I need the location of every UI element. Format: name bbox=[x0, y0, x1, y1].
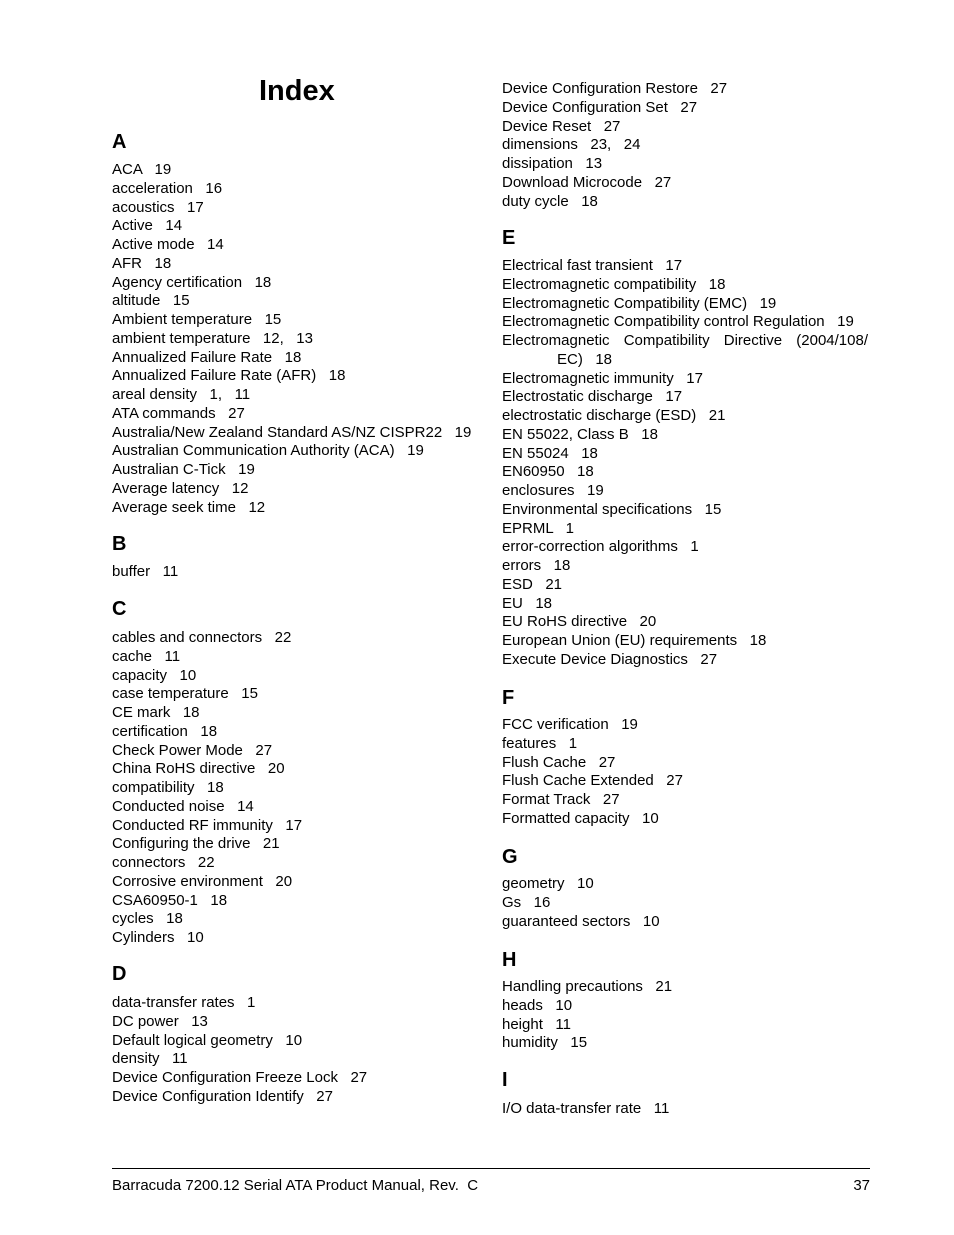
footer-manual-title: Barracuda 7200.12 Serial ATA Product Manual, Rev. C bbox=[112, 1177, 479, 1194]
index-entry: duty cycle 18 bbox=[502, 192, 598, 210]
index-entry: Electromagnetic immunity 17 bbox=[502, 369, 703, 387]
index-entry: Electrical fast transient 17 bbox=[502, 257, 683, 274]
index-entry: error-correction algorithms 1 bbox=[502, 538, 699, 556]
index-entry: Annualized Failure Rate (AFR) 18 bbox=[112, 367, 346, 385]
index-entry: Device Configuration Identify 27 bbox=[112, 1087, 333, 1105]
index-entry: AFR 18 bbox=[112, 254, 172, 272]
index-entry: EPRML 1 bbox=[502, 519, 574, 537]
index-entry: Device Configuration Freeze Lock 27 bbox=[112, 1069, 368, 1086]
index-entry: density 11 bbox=[112, 1050, 188, 1068]
index-entry: Ambient temperature 15 bbox=[112, 311, 282, 328]
index-entry: Annualized Failure Rate 18 bbox=[112, 348, 302, 366]
index-entry: Electrostatic discharge 17 bbox=[502, 388, 683, 406]
index-entry: EN 55022, Class B 18 bbox=[502, 425, 658, 443]
index-entry: CE mark 18 bbox=[112, 704, 200, 721]
section-letter-a: A bbox=[112, 131, 127, 153]
index-entry: EC) 18 bbox=[557, 350, 613, 368]
index-entry: Device Reset 27 bbox=[502, 117, 621, 135]
index-entry: connectors 22 bbox=[112, 854, 215, 871]
index-entry: buffer 11 bbox=[112, 563, 179, 580]
section-letter-d: D bbox=[112, 963, 127, 985]
index-entry: features 1 bbox=[502, 734, 578, 752]
index-entry: guaranteed sectors 10 bbox=[502, 912, 660, 930]
footer-rule bbox=[112, 1168, 870, 1169]
index-entry: Australia/New Zealand Standard AS/NZ CISPR22 19 bbox=[112, 423, 472, 441]
section-letter-e: E bbox=[502, 227, 516, 249]
index-entry: data-transfer rates 1 bbox=[112, 994, 256, 1011]
index-entry: Formatted capacity 10 bbox=[502, 809, 659, 827]
index-entry: I/O data-transfer rate 11 bbox=[502, 1100, 670, 1117]
index-entry: geometry 10 bbox=[502, 875, 594, 892]
index-entry: Active mode 14 bbox=[112, 236, 224, 253]
index-entry: Average latency 12 bbox=[112, 479, 249, 497]
index-entry: Conducted RF immunity 17 bbox=[112, 816, 303, 834]
index-entry: errors 18 bbox=[502, 557, 571, 574]
index-entry: humidity 15 bbox=[502, 1034, 588, 1052]
index-entry: Conducted noise 14 bbox=[112, 797, 254, 815]
index-entry: cycles 18 bbox=[112, 910, 183, 928]
index-entry: Handling precautions 21 bbox=[502, 978, 673, 995]
index-entry: Electromagnetic Compatibility control Regulation 19 bbox=[502, 313, 854, 331]
index-entry: height 11 bbox=[502, 1015, 571, 1033]
index-entry: heads 10 bbox=[502, 996, 573, 1014]
section-letter-b: B bbox=[112, 533, 127, 555]
section-letter-c: C bbox=[112, 598, 127, 620]
footer-page-number: 37 bbox=[853, 1177, 870, 1194]
index-entry: compatibility 18 bbox=[112, 779, 224, 796]
index-entry: EN60950 18 bbox=[502, 463, 594, 481]
page-title: Index bbox=[259, 75, 335, 107]
index-entry: China RoHS directive 20 bbox=[112, 760, 285, 778]
index-entry: altitude 15 bbox=[112, 292, 190, 310]
index-entry: dimensions 23, 24 bbox=[502, 136, 641, 154]
index-entry: case temperature 15 bbox=[112, 685, 258, 703]
index-entry: Electromagnetic compatibility 18 bbox=[502, 275, 726, 293]
section-letter-f: F bbox=[502, 687, 515, 709]
index-entry: ESD 21 bbox=[502, 575, 563, 593]
index-entry: Australian Communication Authority (ACA) 19 bbox=[112, 442, 424, 460]
index-entry: cache 11 bbox=[112, 647, 181, 665]
index-entry: Device Configuration Restore 27 bbox=[502, 80, 728, 97]
index-entry: Electromagnetic Compatibility (EMC) 19 bbox=[502, 294, 777, 312]
index-entry: EU RoHS directive 20 bbox=[502, 613, 657, 631]
index-entry: Device Configuration Set 27 bbox=[502, 98, 698, 116]
index-entry: CSA60950-1 18 bbox=[112, 891, 228, 909]
index-entry: Corrosive environment 20 bbox=[112, 872, 293, 890]
index-entry: acceleration 16 bbox=[112, 179, 223, 197]
index-entry: Flush Cache 27 bbox=[502, 753, 616, 771]
index-entry: Configuring the drive 21 bbox=[112, 835, 280, 853]
index-entry: Environmental specifications 15 bbox=[502, 500, 722, 518]
section-letter-i: I bbox=[502, 1069, 508, 1091]
section-letter-h: H bbox=[502, 949, 517, 971]
index-entry: Cylinders 10 bbox=[112, 929, 204, 946]
index-entry: Agency certification 18 bbox=[112, 273, 272, 291]
index-entry: Download Microcode 27 bbox=[502, 173, 672, 191]
index-entry: Electromagnetic Compatibility Directive (2004/108/ bbox=[502, 332, 868, 349]
index-entry: Active 14 bbox=[112, 217, 183, 235]
index-entry: Format Track 27 bbox=[502, 791, 620, 808]
index-entry: ACA 19 bbox=[112, 161, 172, 178]
index-entry: Australian C-Tick 19 bbox=[112, 461, 255, 478]
section-letter-g: G bbox=[502, 846, 518, 868]
index-entry: dissipation 13 bbox=[502, 155, 603, 172]
index-entry: Check Power Mode 27 bbox=[112, 741, 273, 759]
index-entry: Default logical geometry 10 bbox=[112, 1031, 303, 1049]
index-entry: European Union (EU) requirements 18 bbox=[502, 632, 767, 649]
index-entry: EN 55024 18 bbox=[502, 444, 598, 462]
index-entry: Execute Device Diagnostics 27 bbox=[502, 650, 718, 668]
index-entry: Gs 16 bbox=[502, 893, 551, 911]
index-entry: DC power 13 bbox=[112, 1012, 208, 1030]
index-entry: acoustics 17 bbox=[112, 198, 204, 216]
index-entry: electrostatic discharge (ESD) 21 bbox=[502, 407, 726, 424]
index-entry: Flush Cache Extended 27 bbox=[502, 772, 683, 790]
index-entry: enclosures 19 bbox=[502, 482, 604, 499]
index-entry: capacity 10 bbox=[112, 666, 197, 684]
index-entry: ATA commands 27 bbox=[112, 404, 245, 422]
index-entry: certification 18 bbox=[112, 722, 218, 740]
index-entry: FCC verification 19 bbox=[502, 716, 638, 733]
index-entry: ambient temperature 12, 13 bbox=[112, 329, 313, 347]
index-entry: areal density 1, 11 bbox=[112, 386, 251, 403]
index-entry: cables and connectors 22 bbox=[112, 629, 292, 646]
index-entry: EU 18 bbox=[502, 594, 553, 612]
index-entry: Average seek time 12 bbox=[112, 498, 266, 516]
